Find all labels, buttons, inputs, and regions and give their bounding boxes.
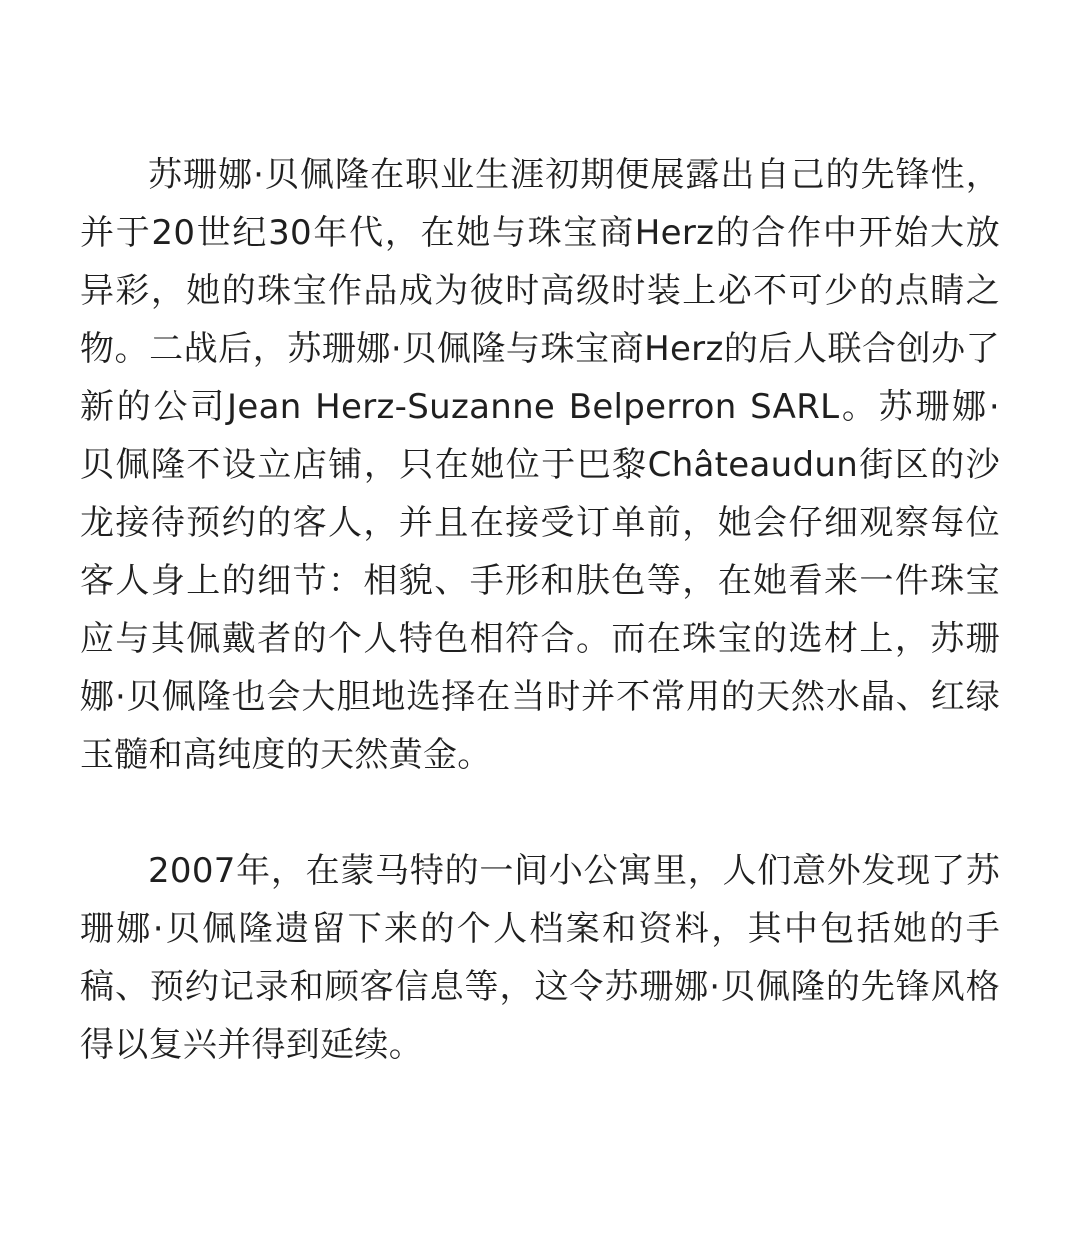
paragraph-archive-discovery: 2007年，在蒙马特的一间小公寓里，人们意外发现了苏珊娜·贝佩隆遗留下来的个人档案和资料，其中包括她的手稿、预约记录和顾客信息等，这令苏珊娜·贝佩隆的先锋风格得以复兴并得到延续。 bbox=[80, 851, 1000, 1065]
paragraph-belperron-career: 苏珊娜·贝佩隆在职业生涯初期便展露出自己的先锋性，并于20世纪30年代，在她与珠宝商Herz的合作中开始大放异彩，她的珠宝作品成为彼时高级时装上必不可少的点睛之物。二战后，苏珊娜·贝佩隆与珠宝商Herz的后人联合创办了新的公司Jean Herz-Suzanne Belperron SARL。苏珊娜·贝佩隆不设立店铺，只在她位于巴黎Châteaudun街区的沙龙接待预约的客人，并且在接受订单前，她会仔细观察每位客人身上的细节：相貌、手形和肤色等，在她看来一件珠宝应与其佩戴者的个人特色相符合。而在珠宝的选材上，苏珊娜·贝佩隆也会大胆地选择在当时并不常用的天然水晶、红绿玉髓和高纯度的天然黄金。 bbox=[80, 155, 1000, 775]
article-body bbox=[80, 146, 1000, 1074]
